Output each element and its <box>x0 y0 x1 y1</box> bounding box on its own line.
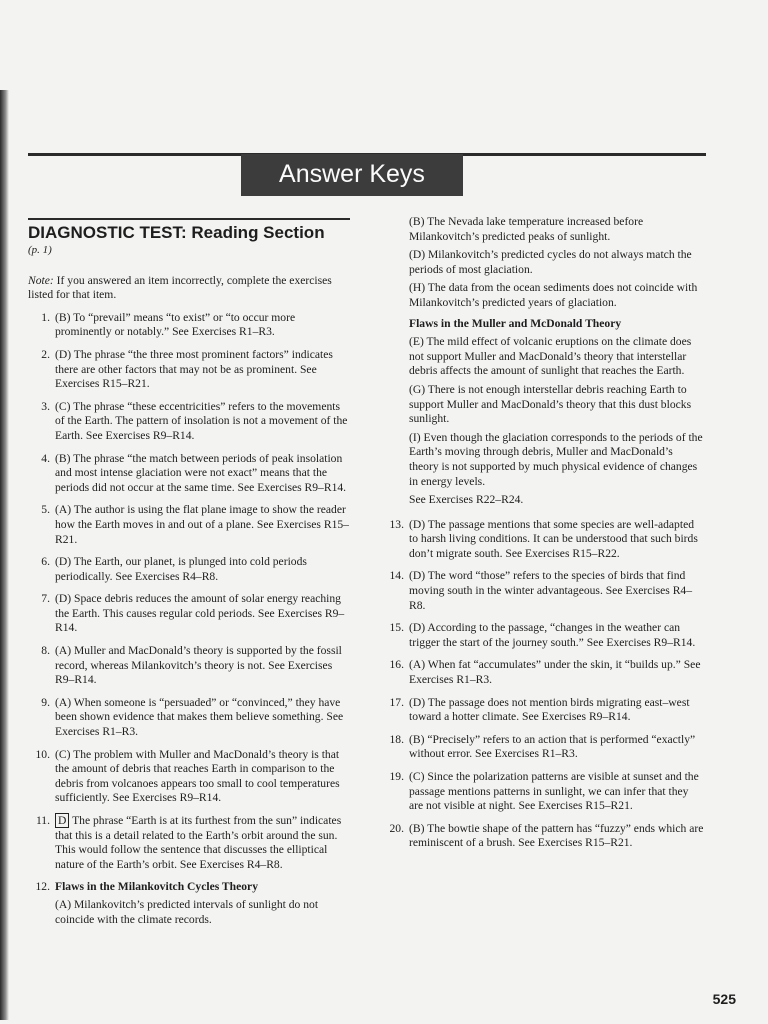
answer-text: (A) When someone is “persuaded” or “convinced,” they have been shown evidence that makes them believe something. See Exercises R1–R3. <box>55 695 344 739</box>
answer-text: (B) To “prevail” means “to exist” or “to occur more prominently or notably.” See Exercises R1–R3. <box>55 310 296 339</box>
answer-text: (C) The problem with Muller and MacDonald’s theory is that the amount of debris that reaches Earth in comparison to the debris from volcanoes appears too small to cool temperatures sufficiently. See Exercises R9–R14. <box>55 747 340 805</box>
answer-item <box>28 696 350 740</box>
answer-item <box>382 696 704 725</box>
answer-subitem: (B) The Nevada lake temperature increased before Milankovitch’s predicted peaks of sunlight. <box>409 215 644 243</box>
answer-subitem: (G) There is not enough interstellar debris reaching Earth to support Muller and MacDonald’s theory that this dust blocks sunlight. <box>409 382 692 426</box>
answer-item <box>28 748 350 806</box>
answer-number: 10. <box>35 747 50 761</box>
page-binding-shadow <box>0 90 9 1020</box>
answer-number: 17. <box>389 695 404 709</box>
answer-text: (D) The passage mentions that some species are well-adapted to harsh living conditions. It can be understood that such birds don’t migrate south. See Exercises R15–R22. <box>409 517 698 560</box>
answer-text: (D) The phrase “the three most prominent factors” indicates there are other factors that may not be as prominent. See Exercises R15–R21. <box>55 347 333 391</box>
answer-number: 20. <box>389 821 404 835</box>
answer-number: 3. <box>41 399 50 413</box>
page-number: 525 <box>712 991 736 1007</box>
left-column <box>28 218 350 931</box>
answer-text: (D) The passage does not mention birds migrating east–west toward a hotter climate. See Exercises R9–R14. <box>409 695 690 724</box>
answer-item <box>28 311 350 340</box>
answer-text: (D) Space debris reduces the amount of solar energy reaching the Earth. This causes regular cold periods. See Exercises R9–R14. <box>55 592 345 635</box>
answer-text: (B) The phrase “the match between periods of peak insolation and most intense glaciation were not exact” means that the periods did not occur at the same time. See Exercises R9–R14. <box>55 451 347 494</box>
answer-number: 15. <box>389 621 404 635</box>
answer-number: 11. <box>35 814 50 827</box>
answer-number: 4. <box>41 451 50 465</box>
right-column <box>382 215 704 859</box>
answer-number: 8. <box>41 644 50 658</box>
answer-subitem: (H) The data from the ocean sediments does not coincide with Milankovitch’s predicted years of glaciation. <box>409 281 698 309</box>
answer-number: 18. <box>389 732 404 746</box>
answer-item <box>382 733 704 762</box>
answer-item <box>382 822 704 851</box>
answer-number: 1. <box>41 310 50 324</box>
answer-item <box>28 644 350 688</box>
answer-item <box>382 658 704 687</box>
answer-number: 12. <box>35 880 50 894</box>
answer-item <box>382 569 704 613</box>
answer-number: 13. <box>389 517 404 531</box>
answer-item <box>28 452 350 496</box>
answer-item <box>28 348 350 392</box>
answer-number: 19. <box>389 770 404 783</box>
section-title: DIAGNOSTIC TEST: Reading Section <box>28 218 350 243</box>
answer-text: (A) The author is using the flat plane image to show the reader how the Earth moves in and out of a plane. See Exercises R15–R21. <box>55 503 349 546</box>
answer-letter-box: D <box>55 813 69 828</box>
note-label: Note: <box>28 273 54 287</box>
answer-text: The phrase “Earth is at its furthest from the sun” indicates that this is a detail related to the Earth’s orbit around the sun. This would follow the sentence that discusses the elliptical nature of the Earth’s orbit. See Exercises R4–R8. <box>55 814 342 871</box>
note-text: If you answered an item incorrectly, complete the exercises listed for that item. <box>28 273 332 302</box>
answer-number: 2. <box>41 347 50 361</box>
answer-number: 14. <box>389 569 404 583</box>
answer-text: (B) The bowtie shape of the pattern has “fuzzy” ends which are reminiscent of a brush. See Exercises R15–R21. <box>409 821 704 850</box>
answer-number: 5. <box>41 503 50 517</box>
answer-item <box>28 592 350 636</box>
instructions-note <box>28 274 350 303</box>
answer-subitem: (D) Milankovitch’s predicted cycles do not always match the periods of most glaciation. <box>409 248 692 276</box>
answer-subitem: (A) Milankovitch’s predicted intervals of sunlight do not coincide with the climate records. <box>55 897 319 926</box>
answer-text: (D) The Earth, our planet, is plunged into cold periods periodically. See Exercises R4–R8. <box>55 555 307 583</box>
answer-text: (A) When fat “accumulates” under the skin, it “builds up.” See Exercises R1–R3. <box>409 658 701 687</box>
answer-item <box>28 880 350 895</box>
answer-number: 16. <box>389 658 404 672</box>
page-reference: (p. 1) <box>28 244 52 256</box>
answer-text: (B) “Precisely” refers to an action that is performed “exactly” without error. See Exercises R1–R3. <box>409 732 696 761</box>
answer-number: 6. <box>41 555 50 569</box>
answer-text: (A) Muller and MacDonald’s theory is supported by the fossil record, whereas Milankovitch’s theory is not. See Exercises R9–R14. <box>55 644 342 687</box>
answer-item <box>28 400 350 444</box>
answer-item <box>382 770 704 814</box>
answer-number: 7. <box>41 592 50 606</box>
answer-text: (D) The word “those” refers to the species of birds that find moving south in the winter advantageous. See Exercises R4–R8. <box>409 569 693 612</box>
answer-item <box>382 621 704 650</box>
answer-item <box>382 518 704 562</box>
flaws-heading: Flaws in the Muller and McDonald Theory <box>409 316 622 330</box>
answer-text: (C) The phrase “these eccentricities” refers to the movements of the Earth. The pattern of insolation is not a movement of the Earth. See Exercises R9–R14. <box>55 399 348 442</box>
answer-item <box>28 814 350 872</box>
answer-text: (C) Since the polarization patterns are visible at sunset and the passage mentions patterns in sunlight, we can infer that they are not visible at night. See Exercises R15–R21. <box>409 770 699 813</box>
answer-number: 9. <box>41 695 50 709</box>
answer-subitem: (E) The mild effect of volcanic eruptions on the climate does not support Muller and MacDonald’s theory that interstellar debris affects the amount of sunlight that reaches the Earth. <box>409 335 692 378</box>
answer-item <box>28 503 350 547</box>
answer-item <box>28 555 350 584</box>
answer-keys-banner: Answer Keys <box>241 154 463 196</box>
answer-text: (D) According to the passage, “changes in the weather can trigger the start of the journey south.” See Exercises R9–R14. <box>409 621 696 649</box>
answer-subitem: (I) Even though the glaciation corresponds to the periods of the Earth’s moving through debris, Muller and MacDonald’s theory is not supported by much physical evidence of changes in energy levels. <box>409 430 703 488</box>
exercise-reference: See Exercises R22–R24. <box>409 493 524 507</box>
flaws-heading: Flaws in the Milankovitch Cycles Theory <box>55 880 258 894</box>
